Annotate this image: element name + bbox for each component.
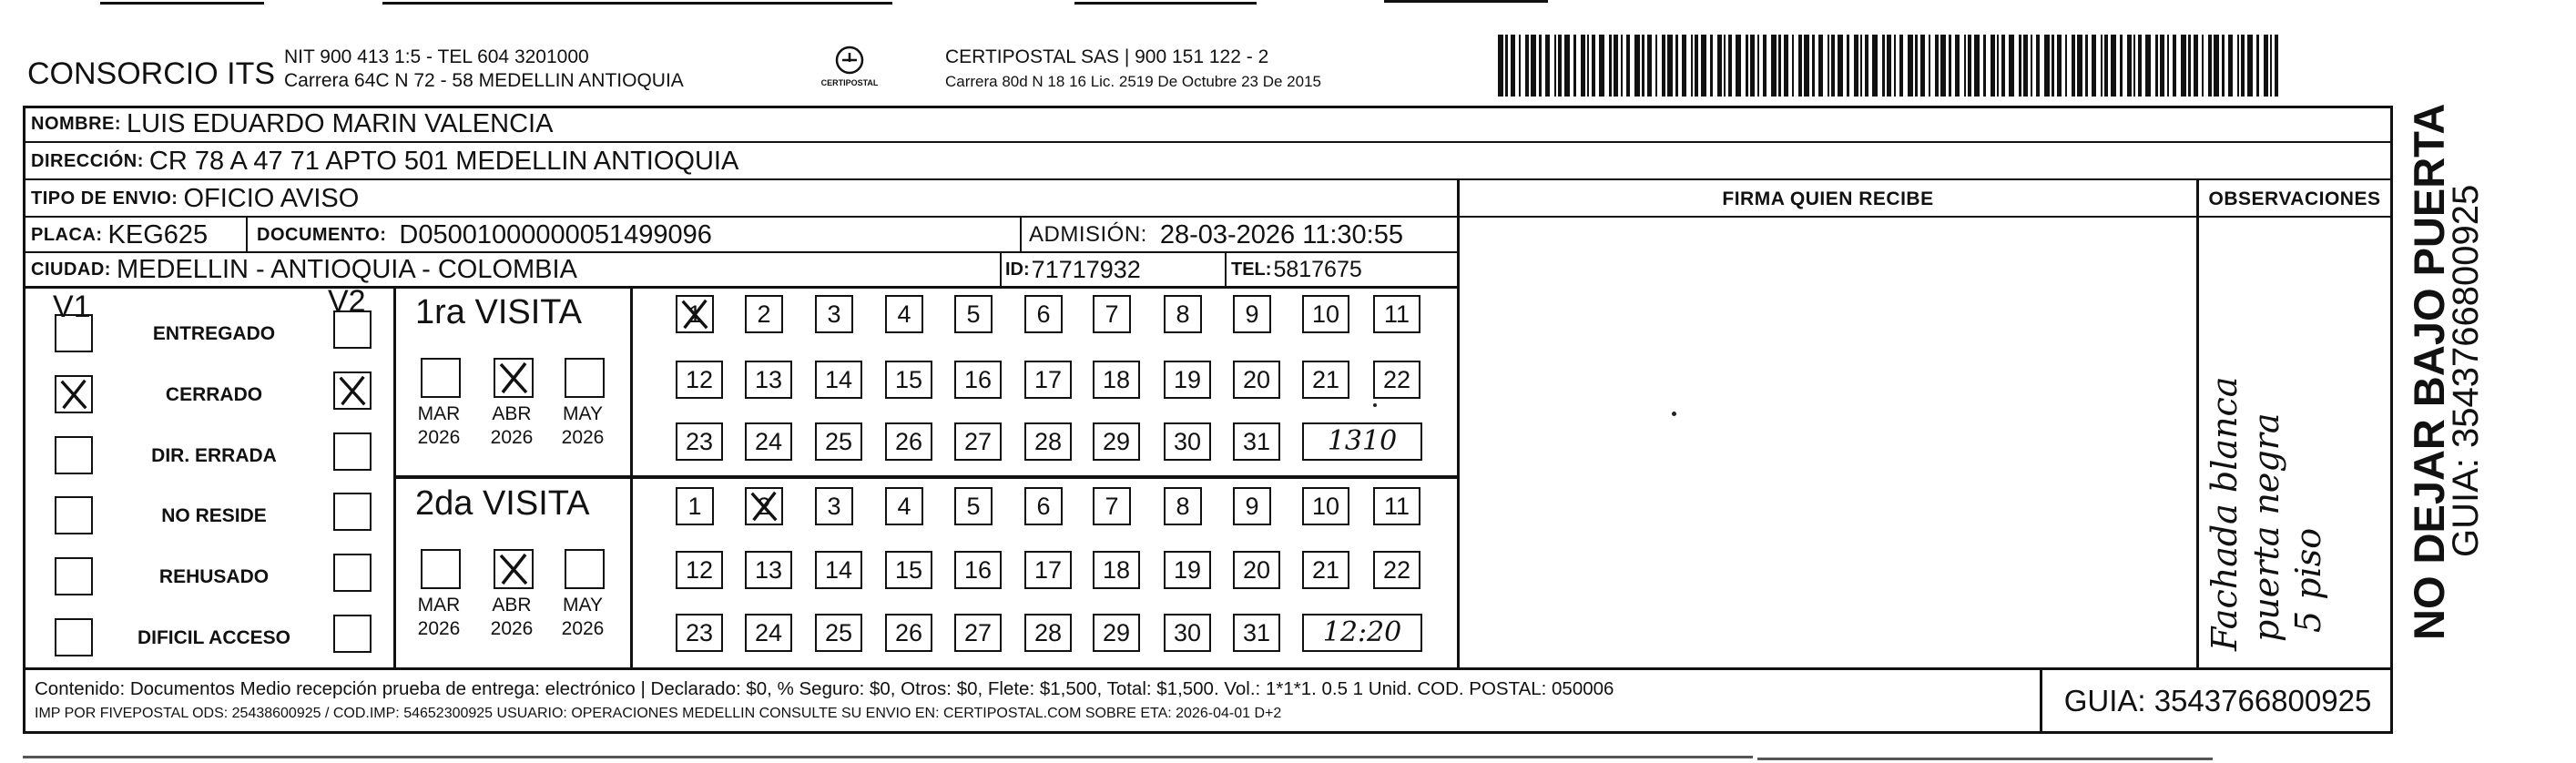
barcode-bar — [2104, 35, 2108, 97]
barcode-bar — [2155, 35, 2158, 97]
barcode-bar — [1662, 35, 1665, 97]
bottom-edge — [23, 756, 1753, 758]
side-title: NO DEJAR BAJO PUERTA — [2405, 103, 2453, 640]
barcode-bar — [1614, 35, 1618, 97]
top-edge-mark — [1074, 2, 1257, 5]
day-box[interactable]: 6 — [1024, 295, 1063, 333]
day-box[interactable]: 17 — [1024, 361, 1072, 399]
barcode-bar — [1581, 35, 1585, 97]
v2-checkbox[interactable] — [333, 432, 372, 471]
barcode-bar — [2256, 35, 2259, 97]
month-year: 2026 — [561, 427, 605, 448]
day-box[interactable]: 30 — [1164, 614, 1211, 652]
col-divider — [1457, 178, 1460, 670]
day-box[interactable]: 21 — [1302, 551, 1349, 589]
stray-dot — [1373, 403, 1377, 407]
certipostal-line2: Carrera 80d N 18 16 Lic. 2519 De Octubre 23 De 2015 — [945, 73, 1321, 90]
tel-value: 5817675 — [1273, 257, 1362, 282]
col-divider — [1225, 251, 1227, 288]
barcode-bar — [1915, 35, 1918, 97]
ciudad-label: CIUDAD: — [31, 259, 111, 280]
company-address: Carrera 64C N 72 - 58 MEDELLIN ANTIOQUIA — [284, 70, 684, 91]
barcode-bar — [1828, 35, 1829, 97]
documento-value: D05001000000051499096 — [399, 219, 712, 249]
row-divider — [23, 667, 2393, 670]
day-box[interactable]: 27 — [954, 422, 1002, 461]
footer-contenido: Contenido: Documentos Medio recepción prueba de entrega: electrónico | Declarado: $0, % Seguro: $0, Otros: $0, Flete: $1,500, Total: $1,500. Vol.: 1*1*1. 0.5 1 Unid. COD. POSTAL: 050006 — [35, 678, 1614, 699]
barcode-bar — [2160, 35, 2164, 97]
ciudad-value: MEDELLIN - ANTIOQUIA - COLOMBIA — [116, 255, 577, 284]
ciudad-row — [31, 253, 577, 287]
month-checkbox[interactable] — [565, 358, 605, 398]
month-label: MAY — [563, 403, 603, 424]
day-box[interactable]: 9 — [1233, 295, 1271, 333]
barcode-bar — [2247, 35, 2253, 97]
barcode-bar — [1626, 35, 1630, 97]
barcode-bar — [1899, 35, 1903, 97]
nombre-label: NOMBRE: — [31, 113, 122, 134]
day-box[interactable] — [745, 487, 783, 525]
day-box[interactable]: 29 — [1093, 422, 1140, 461]
day-box[interactable]: 5 — [954, 487, 993, 525]
barcode-bar — [2120, 35, 2123, 97]
barcode-bar — [1882, 35, 1885, 97]
barcode-bar — [1736, 35, 1741, 97]
barcode-bar — [2001, 35, 2005, 97]
barcode-bar — [1724, 35, 1726, 97]
barcode-bar — [1792, 35, 1794, 97]
barcode-bar — [1757, 35, 1759, 97]
barcode-bar — [2222, 35, 2225, 97]
tipo-label: TIPO DE ENVIO: — [31, 188, 178, 209]
barcode-bar — [2241, 35, 2245, 97]
placa-row — [31, 218, 208, 252]
barcode-bar — [1511, 35, 1515, 97]
side-guia: GUIA: 3543766800925 — [2446, 184, 2486, 557]
tel-label: TEL: — [1231, 259, 1272, 280]
barcode-bar — [2023, 35, 2028, 97]
day-box[interactable]: 27 — [954, 614, 1002, 652]
barcode-bar — [2065, 35, 2067, 97]
barcode-bar — [2188, 35, 2191, 97]
top-edge-mark — [1384, 0, 1548, 3]
day-box[interactable]: 12 — [676, 361, 723, 399]
month-label: MAR — [417, 403, 461, 424]
day-box[interactable]: 29 — [1093, 614, 1140, 652]
barcode-bar — [2057, 35, 2062, 97]
observaciones-label: OBSERVACIONES — [2208, 188, 2381, 209]
day-box[interactable]: 7 — [1093, 487, 1131, 525]
v2-checkbox[interactable] — [333, 615, 372, 653]
barcode-bar — [1784, 35, 1788, 97]
obs-line-3: 5 piso — [2288, 527, 2328, 633]
certipostal-line1: CERTIPOSTAL SAS | 900 151 122 - 2 — [945, 46, 1269, 67]
day-box[interactable]: 16 — [954, 361, 1002, 399]
obs-line-1: Fachada blanca — [2204, 376, 2245, 651]
barcode-bar — [1887, 35, 1891, 97]
barcode-bar — [2111, 35, 2116, 97]
day-box[interactable] — [676, 295, 714, 333]
visit2-title: 2da VISITA — [415, 484, 590, 523]
month-label: MAY — [563, 595, 603, 615]
day-box[interactable]: 13 — [745, 361, 792, 399]
barcode-bar — [2077, 35, 2082, 97]
admision-row — [1029, 218, 1403, 252]
barcode-bar — [1894, 35, 1896, 97]
barcode-bar — [1717, 35, 1722, 97]
firma-label: FIRMA QUIEN RECIBE — [1722, 188, 1934, 209]
barcode-bar — [1682, 35, 1686, 97]
barcode-bar — [1778, 35, 1781, 97]
barcode-bar — [1539, 35, 1542, 97]
day-box[interactable]: 31 — [1233, 422, 1280, 461]
barcode-bar — [2019, 35, 2021, 97]
day-box[interactable]: 30 — [1164, 422, 1211, 461]
status-label: ENTREGADO — [152, 323, 276, 344]
observaciones-handwriting — [2204, 377, 2329, 651]
barcode-bar — [2202, 35, 2204, 97]
barcode-bar — [1647, 35, 1652, 97]
status-label: NO RESIDE — [161, 505, 267, 526]
barcode-bar — [1498, 35, 1503, 97]
day-box[interactable]: 31 — [1233, 614, 1280, 652]
barcode-bar — [1621, 35, 1623, 97]
barcode-bar — [2173, 35, 2176, 97]
barcode-bar — [1955, 35, 1960, 97]
day-box[interactable]: 12 — [676, 551, 723, 589]
barcode-bar — [2237, 35, 2239, 97]
day-box[interactable]: 11 — [1373, 487, 1420, 525]
barcode-bar — [1974, 35, 1980, 97]
day-box[interactable]: 24 — [745, 614, 792, 652]
day-box[interactable]: 21 — [1302, 361, 1349, 399]
barcode-bar — [1728, 35, 1732, 97]
col-divider — [2196, 178, 2199, 670]
barcode-bar — [2270, 35, 2272, 97]
barcode-bar — [1710, 35, 1713, 97]
placa-label: PLACA: — [31, 224, 103, 245]
visit1-title: 1ra VISITA — [415, 293, 583, 331]
visit-divider — [393, 475, 1459, 479]
barcode-bar — [1587, 35, 1589, 97]
day-box[interactable]: 13 — [745, 551, 792, 589]
barcode-bar — [1860, 35, 1862, 97]
month-year: 2026 — [417, 618, 461, 639]
certipostal-logo — [818, 42, 881, 97]
barcode-bar — [1983, 35, 1986, 97]
day-box[interactable]: 5 — [954, 295, 993, 333]
tipo-value: OFICIO AVISO — [183, 183, 360, 213]
barcode-bar — [1519, 35, 1521, 97]
barcode-bar — [1691, 35, 1693, 97]
documento-row — [257, 218, 712, 252]
barcode-bar — [1997, 35, 1999, 97]
id-label: ID: — [1005, 259, 1030, 280]
day-box[interactable]: 2 — [745, 295, 783, 333]
barcode-bar — [1554, 35, 1556, 97]
barcode-bar — [2208, 35, 2212, 97]
barcode-bar — [1949, 35, 1951, 97]
status-label: DIFICIL ACCESO — [137, 627, 290, 648]
barcode-bar — [2214, 35, 2219, 97]
day-box[interactable]: 10 — [1302, 487, 1349, 525]
barcode-bar — [1872, 35, 1878, 97]
barcode-bar — [2181, 35, 2186, 97]
obs-line-2: puerta negra — [2246, 412, 2286, 642]
company-name: CONSORCIO ITS — [27, 56, 276, 91]
day-box[interactable]: 26 — [885, 422, 932, 461]
barcode-bar — [1804, 35, 1809, 97]
admision-value: 28-03-2026 11:30:55 — [1159, 219, 1403, 249]
day-box[interactable]: 22 — [1373, 551, 1420, 589]
barcode-bar — [1771, 35, 1777, 97]
v1-checkbox[interactable] — [55, 496, 93, 534]
barcode-bar — [2101, 35, 2103, 97]
barcode-bar — [1667, 35, 1673, 97]
handwritten-time: 1310 — [1302, 422, 1422, 461]
nombre-row — [31, 106, 553, 142]
barcode-bar — [1908, 35, 1913, 97]
barcode-bar — [1798, 35, 1802, 97]
day-box[interactable]: 28 — [1024, 422, 1072, 461]
barcode-bar — [1525, 35, 1529, 97]
barcode-bar — [1599, 35, 1604, 97]
tipo-row — [31, 180, 359, 217]
barcode-bar — [1991, 35, 1995, 97]
barcode — [1498, 35, 2281, 97]
barcode-bar — [2031, 35, 2032, 97]
barcode-bar — [1545, 35, 1550, 97]
day-box[interactable]: 14 — [815, 551, 862, 589]
v2-label: V2 — [328, 284, 366, 319]
barcode-bar — [1609, 35, 1612, 97]
month-label: ABR — [492, 403, 532, 424]
day-box[interactable]: 11 — [1373, 295, 1420, 333]
barcode-bar — [1573, 35, 1576, 97]
barcode-bar — [2145, 35, 2151, 97]
v2-checkbox[interactable] — [333, 493, 372, 531]
footer-imp: IMP POR FIVEPOSTAL ODS: 25438600925 / COD.IMP: 54652300925 USUARIO: OPERACIONES MEDELLIN CONSULTE SU ENVIO EN: CERTIPOSTAL.COM SOBRE ETA: 2026-04-01 D+2 — [35, 706, 1282, 721]
day-box[interactable]: 9 — [1233, 487, 1271, 525]
admision-label: ADMISIÓN: — [1029, 222, 1147, 247]
top-edge-mark — [100, 2, 264, 5]
footer-guia: GUIA: 3543766800925 — [2063, 684, 2372, 717]
bottom-edge — [1757, 758, 2213, 760]
month-label: ABR — [492, 595, 532, 615]
barcode-bar — [1920, 35, 1925, 97]
barcode-bar — [2194, 35, 2198, 97]
v2-checkbox[interactable] — [333, 554, 372, 592]
direccion-value: CR 78 A 47 71 APTO 501 MEDELLIN ANTIOQUIA — [148, 146, 739, 176]
barcode-bar — [1763, 35, 1767, 97]
barcode-bar — [2044, 35, 2050, 97]
day-box[interactable]: 17 — [1024, 551, 1072, 589]
handwritten-time: 12:20 — [1302, 614, 1422, 652]
month-checkbox[interactable] — [565, 549, 605, 589]
barcode-bar — [1592, 35, 1595, 97]
day-box[interactable]: 10 — [1302, 295, 1349, 333]
v2-checkbox[interactable] — [333, 310, 372, 349]
month-year: 2026 — [490, 618, 534, 639]
day-box[interactable]: 22 — [1373, 361, 1420, 399]
barcode-bar — [1746, 35, 1748, 97]
day-box[interactable]: 20 — [1233, 361, 1280, 399]
day-box[interactable]: 20 — [1233, 551, 1280, 589]
day-box[interactable]: 1 — [676, 487, 714, 525]
barcode-bar — [1865, 35, 1868, 97]
col-divider — [1020, 216, 1022, 252]
day-box[interactable]: 8 — [1164, 295, 1202, 333]
barcode-bar — [2127, 35, 2132, 97]
barcode-bar — [1968, 35, 1971, 97]
day-box[interactable]: 3 — [815, 487, 853, 525]
day-box[interactable]: 3 — [815, 295, 853, 333]
barcode-bar — [1812, 35, 1815, 97]
direccion-label: DIRECCIÓN: — [31, 150, 144, 171]
barcode-bar — [1929, 35, 1930, 97]
barcode-bar — [1935, 35, 1939, 97]
col-divider — [246, 216, 248, 252]
status-label: DIR. ERRADA — [151, 445, 277, 466]
day-box[interactable]: 4 — [885, 295, 923, 333]
month-checkbox[interactable] — [494, 549, 534, 589]
v1-checkbox[interactable] — [55, 375, 93, 413]
barcode-bar — [2275, 35, 2278, 97]
v1-checkbox[interactable] — [55, 557, 93, 595]
barcode-bar — [1838, 35, 1843, 97]
direccion-row — [31, 143, 738, 179]
status-label: CERRADO — [165, 384, 263, 405]
company-nit: NIT 900 413 1:5 - TEL 604 3201000 — [284, 46, 589, 67]
month-year: 2026 — [490, 427, 534, 448]
day-box[interactable]: 26 — [885, 614, 932, 652]
day-box[interactable]: 18 — [1093, 551, 1140, 589]
day-box[interactable]: 7 — [1093, 295, 1131, 333]
day-number: 2 — [757, 493, 771, 520]
barcode-bar — [1505, 35, 1508, 97]
id-row — [1005, 253, 1141, 287]
barcode-bar — [1564, 35, 1570, 97]
barcode-bar — [1818, 35, 1823, 97]
v1-checkbox[interactable] — [55, 314, 93, 352]
day-box[interactable]: 6 — [1024, 487, 1063, 525]
v1-checkbox[interactable] — [55, 618, 93, 656]
top-edge-mark — [382, 2, 892, 5]
barcode-bar — [1675, 35, 1678, 97]
month-checkbox[interactable] — [421, 358, 461, 398]
barcode-bar — [2009, 35, 2014, 97]
stray-dot — [1672, 412, 1676, 416]
documento-label: DOCUMENTO: — [257, 224, 387, 245]
logo-text: CERTIPOSTAL — [820, 78, 879, 87]
month-year: 2026 — [561, 618, 605, 639]
barcode-bar — [2167, 35, 2169, 97]
month-checkbox[interactable] — [421, 549, 461, 589]
barcode-bar — [1531, 35, 1536, 97]
barcode-bar — [2133, 35, 2135, 97]
id-value: 71717932 — [1031, 256, 1141, 283]
status-label: REHUSADO — [158, 566, 270, 587]
v2-checkbox[interactable] — [333, 371, 372, 410]
day-box[interactable]: 19 — [1164, 551, 1211, 589]
barcode-bar — [2138, 35, 2142, 97]
barcode-bar — [2072, 35, 2075, 97]
day-box[interactable]: 25 — [815, 422, 862, 461]
day-box[interactable]: 28 — [1024, 614, 1072, 652]
day-box[interactable]: 19 — [1164, 361, 1211, 399]
day-box[interactable]: 16 — [954, 551, 1002, 589]
month-label: MAR — [417, 595, 461, 615]
nombre-value: LUIS EDUARDO MARIN VALENCIA — [127, 108, 554, 138]
v1-checkbox[interactable] — [55, 436, 93, 474]
day-box[interactable]: 23 — [676, 614, 723, 652]
barcode-bar — [1558, 35, 1562, 97]
month-year: 2026 — [417, 427, 461, 448]
day-box[interactable]: 14 — [815, 361, 862, 399]
barcode-bar — [1940, 35, 1946, 97]
barcode-bar — [2085, 35, 2088, 97]
day-box[interactable]: 4 — [885, 487, 923, 525]
day-box[interactable]: 24 — [745, 422, 792, 461]
barcode-bar — [2228, 35, 2233, 97]
barcode-bar — [2036, 35, 2040, 97]
v1-label: V1 — [53, 290, 91, 324]
barcode-bar — [1854, 35, 1858, 97]
day-number: 1 — [687, 300, 702, 328]
day-box[interactable]: 8 — [1164, 487, 1202, 525]
barcode-bar — [1750, 35, 1755, 97]
tel-row — [1231, 253, 1362, 287]
month-checkbox[interactable] — [494, 358, 534, 398]
day-box[interactable]: 15 — [885, 361, 932, 399]
barcode-bar — [1831, 35, 1835, 97]
placa-value: KEG625 — [107, 219, 209, 249]
barcode-bar — [2092, 35, 2096, 97]
col-divider — [1000, 251, 1002, 288]
day-box[interactable]: 25 — [815, 614, 862, 652]
barcode-bar — [1634, 35, 1640, 97]
barcode-bar — [1695, 35, 1698, 97]
day-box[interactable]: 15 — [885, 551, 932, 589]
day-box[interactable]: 23 — [676, 422, 723, 461]
barcode-bar — [1642, 35, 1644, 97]
barcode-bar — [1964, 35, 1966, 97]
barcode-bar — [1847, 35, 1849, 97]
barcode-bar — [1701, 35, 1706, 97]
barcode-bar — [1655, 35, 1657, 97]
day-box[interactable]: 18 — [1093, 361, 1140, 399]
barcode-bar — [2052, 35, 2054, 97]
barcode-bar — [2264, 35, 2268, 97]
